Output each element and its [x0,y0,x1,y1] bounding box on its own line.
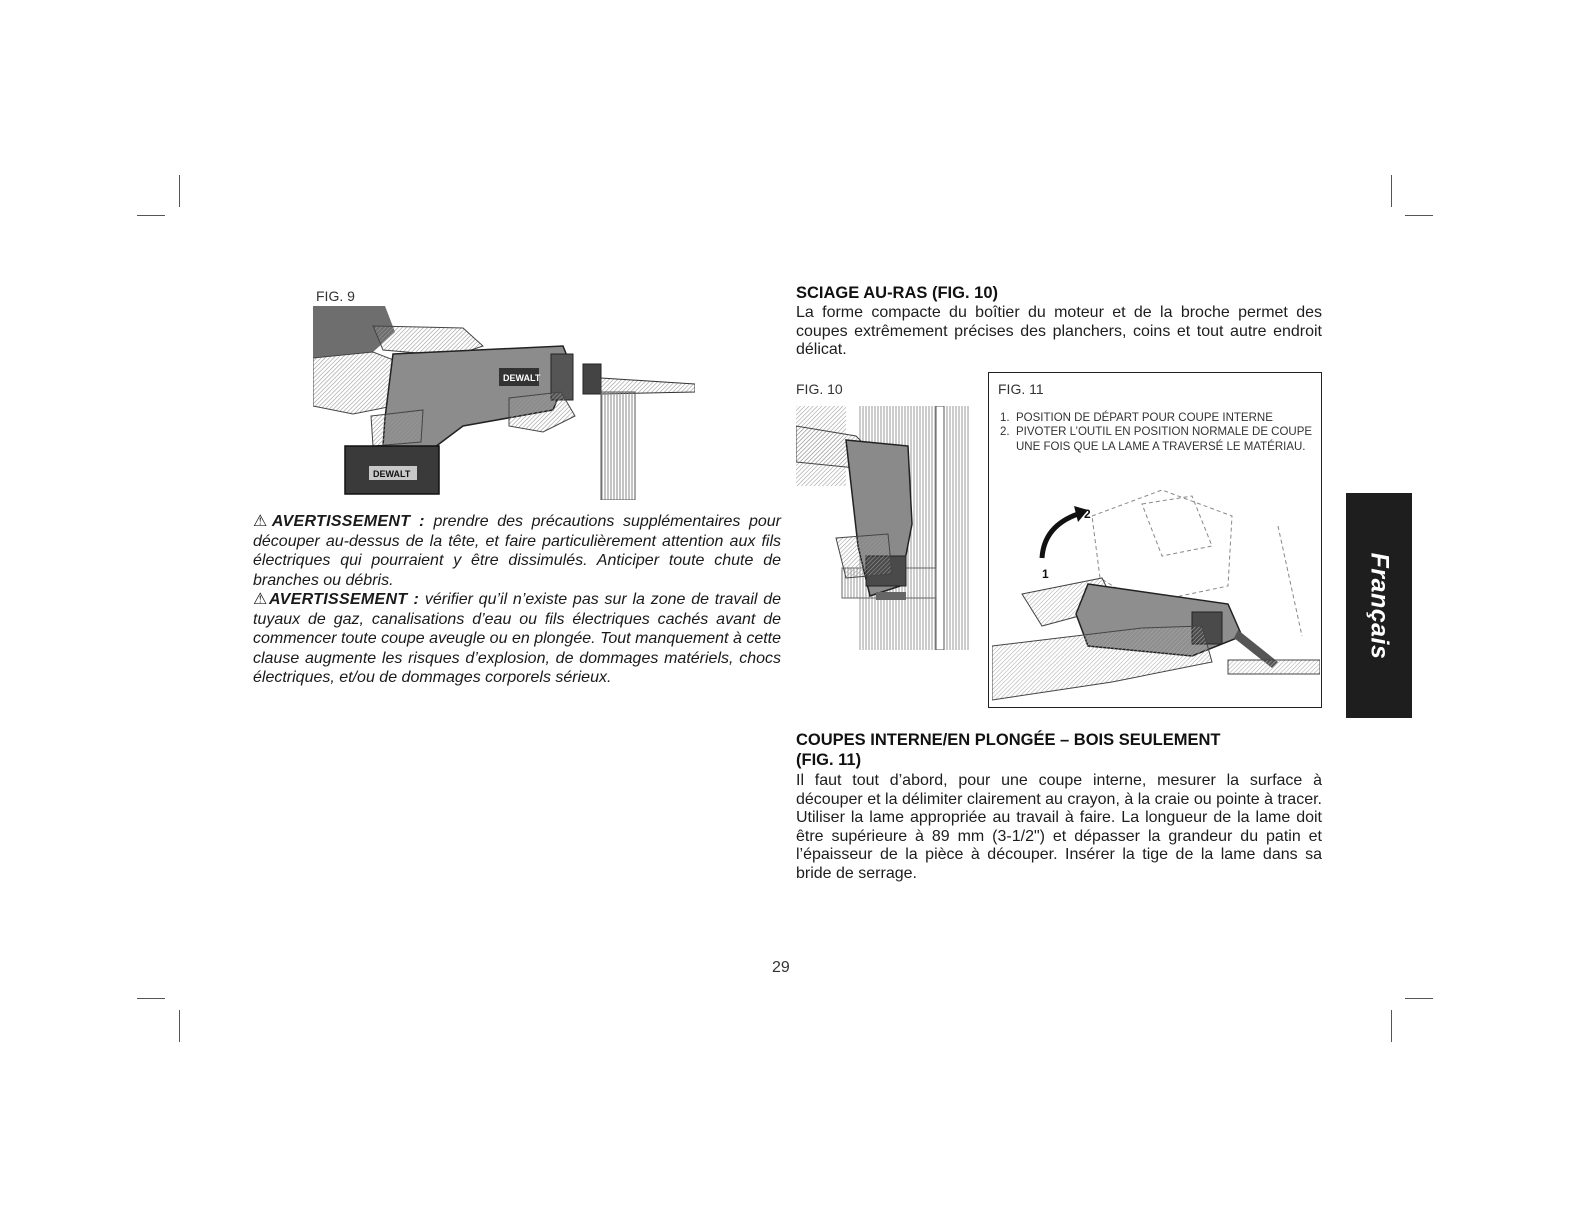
crop-mark [179,175,180,207]
callout-2: 2 [1084,507,1091,521]
plunge-cut-illustration [992,486,1320,704]
fig10-label: FIG. 10 [796,381,843,397]
flush-cutting-body: La forme compacte du boîtier du moteur et de la broche permet des coupes extrêmement précises des planchers, coins et tout autre endroit délicat. [796,304,1322,359]
list-item: 2. PIVOTER L’OUTIL EN POSITION NORMALE DE COUPE UNE FOIS QUE LA LAME A TRAVERSÉ LE MATÉRIAU. [1000,426,1313,453]
warning-icon: ⚠ [253,513,272,530]
list-item: 1. POSITION DE DÉPART POUR COUPE INTERNE [1000,412,1273,424]
plunge-cutting-heading-line2: (FIG. 11) [796,751,862,769]
callout-1: 1 [1042,567,1049,581]
crop-mark [1391,1010,1392,1042]
fig11-label: FIG. 11 [998,381,1044,397]
fig9-illustration [313,306,695,500]
warning-text: vérifier qu’il n’existe pas sur la zone de travail de tuyaux de gaz, canalisations d’eau ou fils électriques cachés avant de commencer toute coupe aveugle ou en plongée. Tout manquement à cette clause augmente les risques d’explosion, de dommages matériels, chocs électriques, et/ou de dommages corporels sérieux. [253,591,782,686]
crop-mark [1405,998,1433,999]
language-tab [1346,493,1412,718]
page-number: 29 [772,959,790,976]
warning-icon: ⚠ [253,591,269,608]
crop-mark [137,998,165,999]
fig9-label: FIG. 9 [316,288,355,304]
battery-logo: DEWALT [373,469,411,479]
warning-overhead [253,512,781,590]
crop-mark [179,1010,180,1042]
crop-mark [1405,215,1433,216]
reciprocating-saw-overhead-illustration [313,306,695,500]
dewalt-logo: DEWALT [503,373,541,383]
plunge-cutting-body: Il faut tout d’abord, pour une coupe interne, mesurer la surface à découper et la délimiter clairement au crayon, à la craie ou pointe à tracer. Utiliser la lame appropriée au travail à faire. La longueur de la lame doit être supérieure à 89 mm (3-1/2") et dépasser la grandeur du patin et l’épaisseur de la pièce à découper. Insérer la tige de la lame dans sa bride de serrage. [796,772,1322,882]
flush-cutting-heading: SCIAGE AU-RAS (FIG. 10) [796,284,998,302]
warning-text: prendre des précautions supplémentaires pour découper au-dessus de la tête, et faire particulièrement attention aux fils électriques qui pourraient y être dissimulés. Anticiper toute chute de branches ou débris. [253,513,781,589]
crop-mark [1391,175,1392,207]
warning-heading: AVERTISSEMENT : [271,513,425,530]
language-tab-label: Français [1365,552,1394,659]
fig11-illustration [992,486,1320,704]
plunge-cutting-heading-line1: COUPES INTERNE/EN PLONGÉE – BOIS SEULEMENT [796,731,1221,749]
crop-mark [137,215,165,216]
flush-cut-illustration [796,406,972,650]
fig10-illustration [796,406,972,650]
warning-heading: AVERTISSEMENT : [268,591,420,608]
warning-hidden-utilities [253,590,781,688]
fig11-steps-list [1000,411,1316,454]
